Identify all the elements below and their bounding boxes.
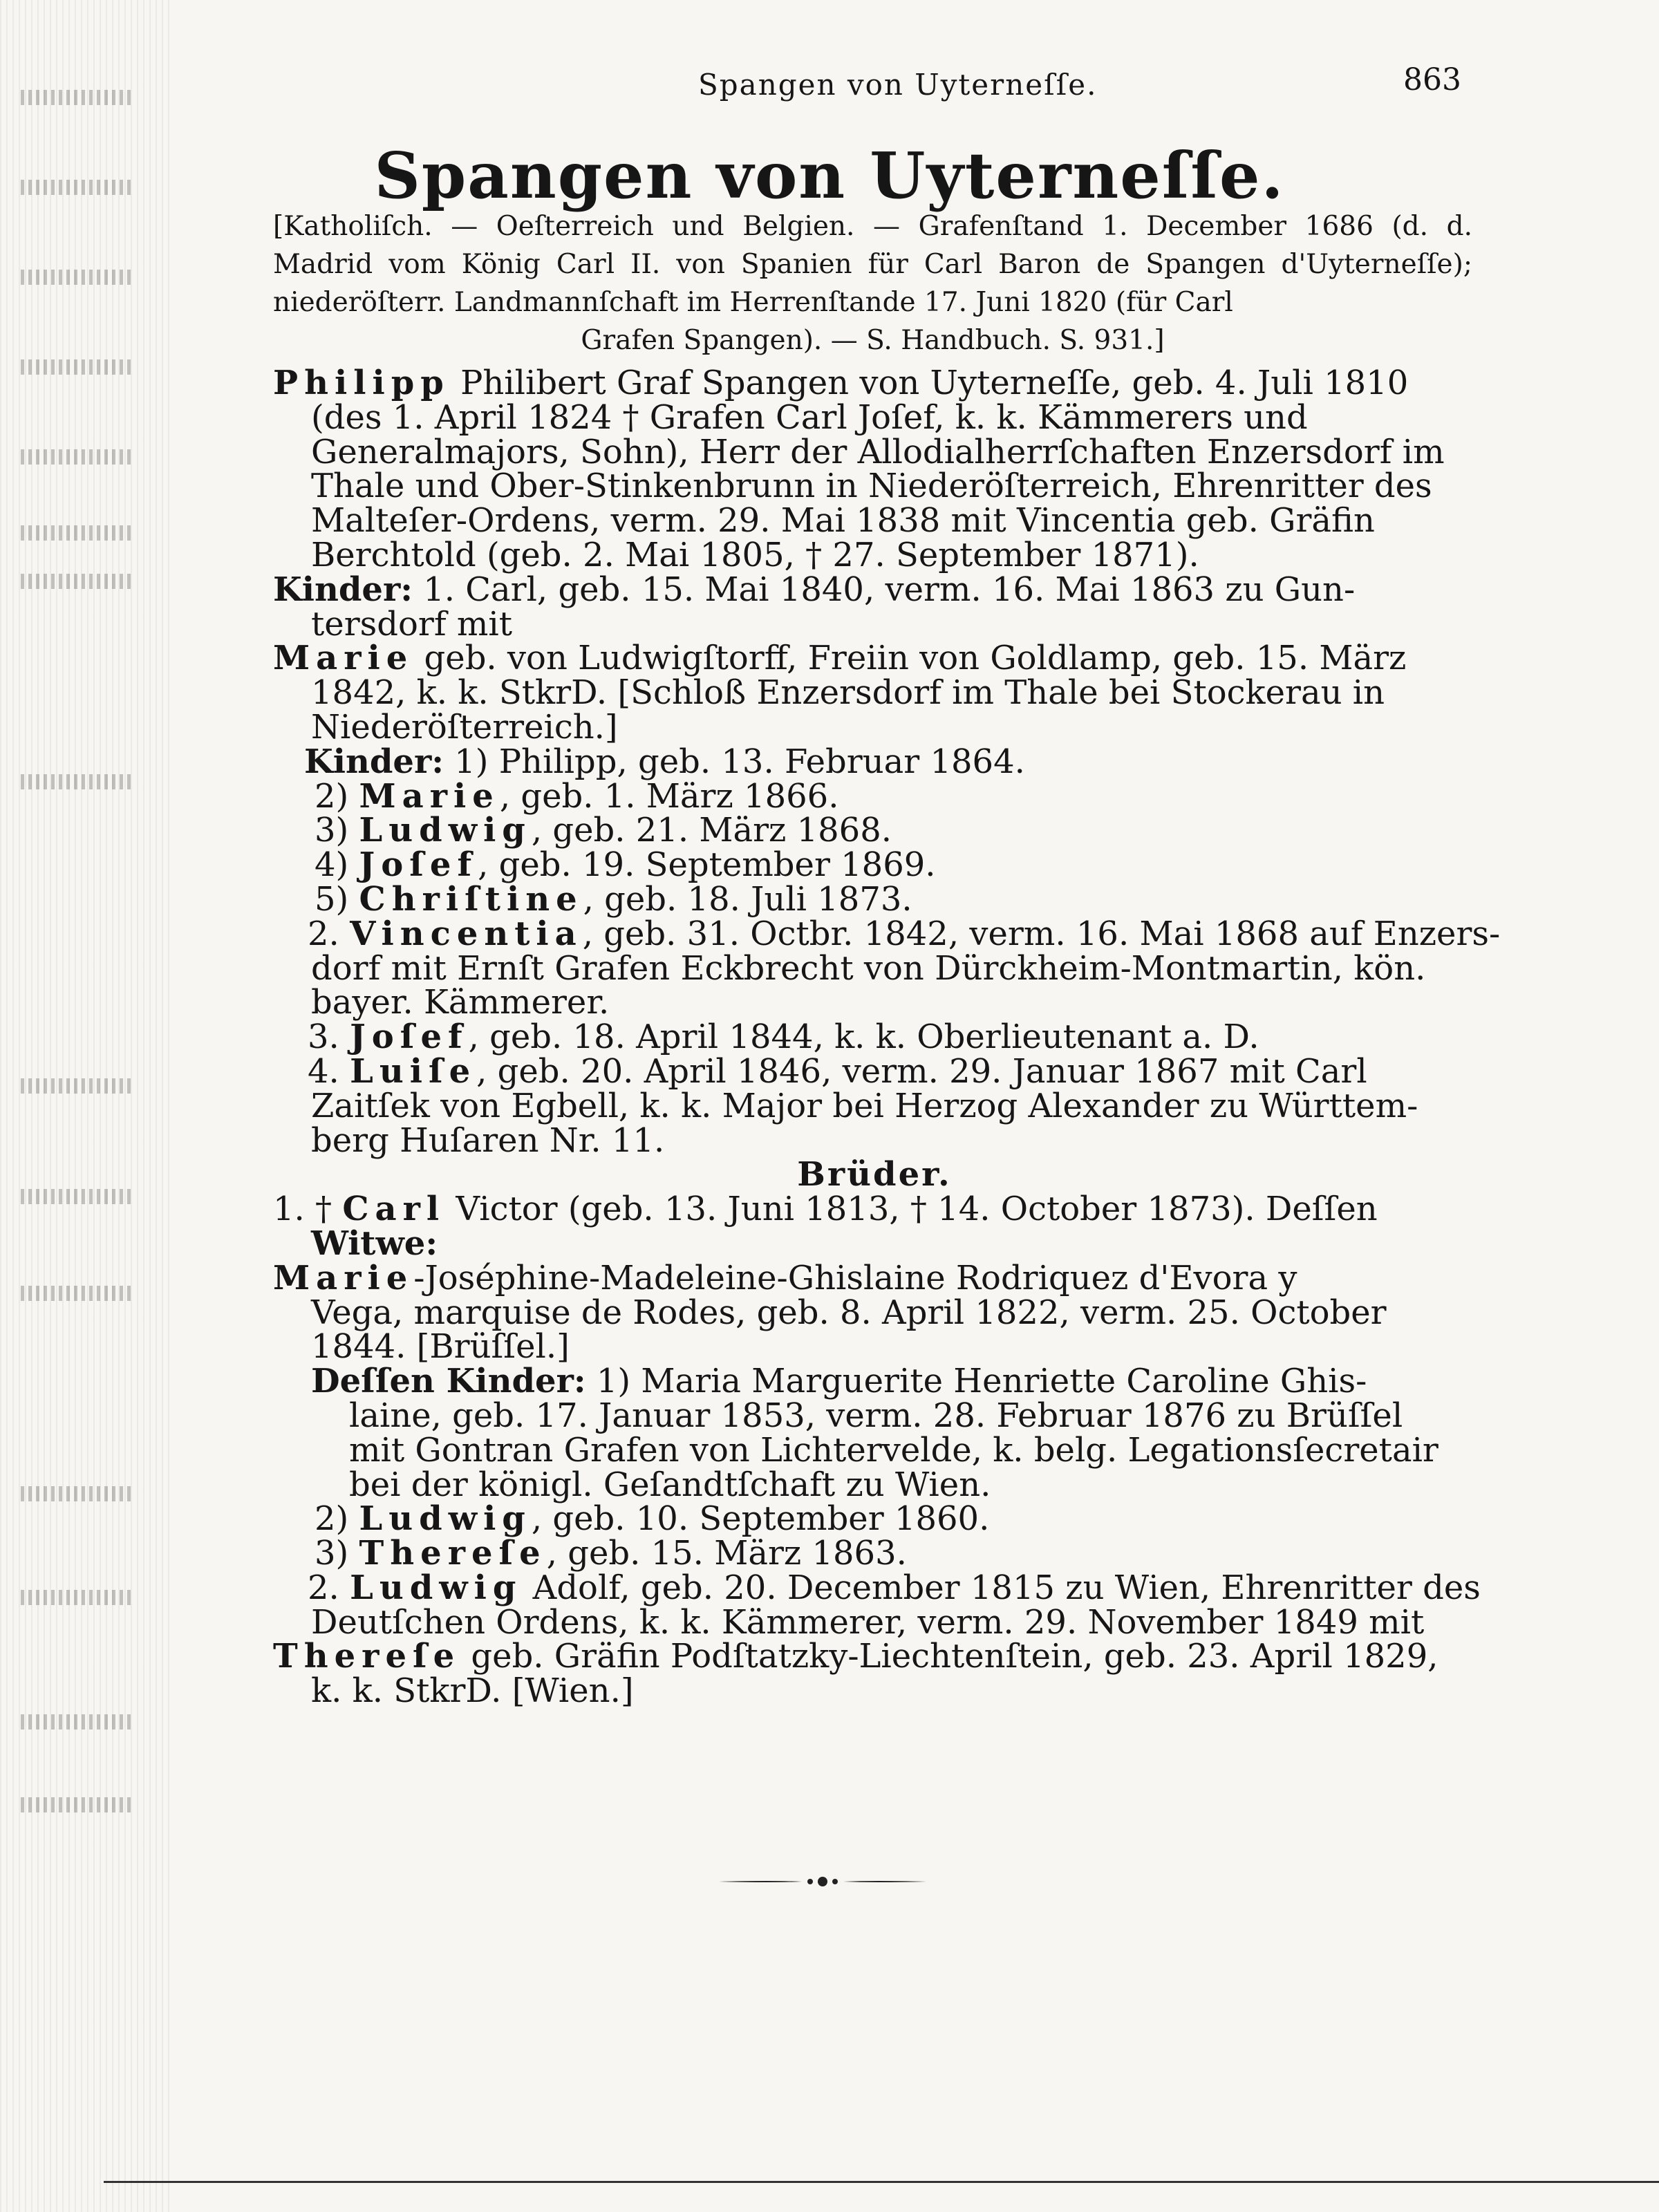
entry-text: Vega, marquise de Rodes, geb. 8. April 1822, verm. 25. October (311, 1293, 1387, 1332)
margin-scan-artifact (21, 1797, 131, 1812)
entry-line (273, 673, 1476, 713)
entry-line (273, 1362, 1476, 1401)
page-number: 863 (1403, 62, 1461, 97)
scanned-margin-strip (0, 0, 173, 2212)
entry-text: , geb. 21. März 1868. (531, 811, 892, 850)
entry-line (273, 879, 1476, 919)
entry-line (273, 1020, 1476, 1055)
entry-line (273, 776, 1476, 816)
spaced-name: Marie (359, 776, 500, 816)
spaced-name: Kinder: (304, 742, 444, 781)
margin-scan-artifact (21, 574, 131, 589)
entry-line (273, 604, 1476, 644)
entry-line (273, 914, 1501, 953)
entry-line (273, 1086, 1476, 1125)
margin-scan-artifact (21, 449, 131, 465)
intro-text: [Katholiſch. — Oeſterreich und Belgien. — Grafenſtand 1. December 1686 (d. d. Madrid vom König Carl II. von Spanien für Carl Baron de Spangen d'Uyterneſſe); niederöſterr. Landmannſchaft im Herrenſtande 17. Juni 1820 (für Carl (273, 211, 1472, 318)
entry-text: 1. † (273, 1190, 343, 1229)
entry-text: , geb. 19. September 1869. (478, 845, 936, 885)
family-intro (273, 207, 1472, 359)
spaced-name: Deſſen Kinder: (311, 1362, 586, 1401)
spaced-name: Thereſe (273, 1637, 461, 1676)
spaced-name: Carl (342, 1190, 446, 1229)
entry-text: tersdorf mit (311, 604, 513, 644)
entry-line (273, 1121, 1476, 1160)
entry-text: dorf mit Ernſt Grafen Eckbrecht von Dürckheim-Montmartin, kön. (311, 948, 1426, 988)
entry-text: Philibert Graf Spangen von Uyterneſſe, geb. 4. Juli 1810 (449, 364, 1409, 402)
intro-last-line: Grafen Spangen). — S. Handbuch. S. 931.] (581, 325, 1165, 356)
margin-scan-artifact (21, 1590, 131, 1605)
entry-line (273, 1465, 1476, 1504)
entry-line (273, 641, 1476, 676)
scan-bottom-edge (104, 2181, 1659, 2183)
entry-line (273, 983, 1476, 1022)
entry-text: Deutſchen Ordens, k. k. Kämmerer, verm. 29. November 1849 mit (311, 1602, 1425, 1642)
entry-text: 1. Carl, geb. 15. Mai 1840, verm. 16. Mai 1863 zu Gun- (412, 570, 1356, 609)
entry-line (273, 1258, 1476, 1297)
entry-text: geb. von Ludwigſtorff, Freiin von Goldlamp, geb. 15. März (413, 639, 1407, 678)
entry-line (273, 397, 1476, 437)
margin-scan-artifact (21, 1078, 131, 1094)
entry-line (273, 1499, 1476, 1539)
margin-scan-artifact (21, 1486, 131, 1501)
entry-line (273, 1224, 1476, 1263)
entry-text: , geb. 31. Octbr. 1842, verm. 16. Mai 1868 auf Enzers- (582, 914, 1501, 953)
entry-text: , geb. 20. April 1846, verm. 29. Januar 1867 mit Carl (476, 1051, 1367, 1091)
entry-text: geb. Gräfin Podſtatzky-Liechtenſtein, geb. 23. April 1829, (460, 1637, 1438, 1676)
entry-text: 2) (315, 1499, 359, 1539)
entry-text: 4. (308, 1051, 350, 1091)
spaced-name: Witwe: (311, 1224, 438, 1263)
entry-text: 4) (315, 845, 359, 885)
entry-text: Zaitſek von Egbell, k. k. Major bei Herzog Alexander zu Württem- (311, 1086, 1418, 1125)
entry-text: 1) Philipp, geb. 13. Februar 1864. (443, 742, 1025, 781)
entry-text: , geb. 18. April 1844, k. k. Oberlieutenant a. D. (468, 1018, 1259, 1057)
margin-scan-artifact (21, 525, 131, 541)
entry-line (273, 742, 1476, 781)
entry-text: 1842, k. k. StkrD. [Schloß Enzersdorf im Thale bei Stockerau in (311, 673, 1385, 713)
entry-text: 3) (315, 1534, 359, 1573)
entry-text: Berchtold (geb. 2. Mai 1805, † 27. September 1871). (311, 535, 1199, 574)
entry-line (273, 1671, 1476, 1711)
entry-text: 2) (315, 776, 359, 816)
spaced-name: Chriſtine (359, 879, 583, 919)
entry-text: 5) (315, 879, 359, 919)
entry-line (273, 432, 1476, 471)
margin-scan-artifact (21, 180, 131, 195)
spaced-name: Joſef (359, 845, 478, 885)
entry-text: 3) (315, 811, 359, 850)
spaced-name: Joſef (350, 1018, 469, 1057)
spaced-name: Philipp (273, 364, 450, 402)
entry-line (273, 1602, 1476, 1642)
margin-scan-artifact (21, 359, 131, 375)
entry-line (273, 845, 1476, 885)
entry-text: 2. (308, 914, 350, 953)
spaced-name: Ludwig (350, 1568, 523, 1607)
entry-line (273, 1430, 1476, 1470)
entry-text: laine, geb. 17. Januar 1853, verm. 28. Februar 1876 zu Brüſſel (349, 1396, 1403, 1435)
spaced-name: Ludwig (359, 811, 532, 850)
margin-scan-artifact (21, 1189, 131, 1204)
spaced-name: Marie (273, 1258, 414, 1297)
entry-line (273, 1637, 1476, 1676)
entry-line (273, 948, 1476, 988)
entry-text: 1844. [Brüſſel.] (311, 1327, 570, 1367)
running-head: Spangen von Uyterneſſe. (698, 68, 1098, 102)
entry-text: , geb. 18. Juli 1873. (583, 879, 912, 919)
entry-line (273, 1568, 1481, 1607)
entry-line (273, 1051, 1476, 1091)
entry-text: Adolf, geb. 20. December 1815 zu Wien, Ehrenritter des (522, 1568, 1481, 1607)
entry-line (273, 811, 1476, 850)
entry-text: (des 1. April 1824 † Grafen Carl Joſef, k. k. Kämmerers und (311, 397, 1308, 437)
spaced-name: Vincentia (350, 914, 583, 953)
spaced-name: Ludwig (359, 1499, 532, 1539)
entry-text: Generalmajors, Sohn), Herr der Allodialherrſchaften Enzersdorf im (311, 432, 1445, 471)
margin-scan-artifact (21, 1286, 131, 1301)
entry-line (273, 1534, 1476, 1573)
margin-scan-artifact (21, 270, 131, 285)
entry-text: Victor (geb. 13. Juni 1813, † 14. October 1873). Deſſen (445, 1190, 1378, 1229)
entry-line (273, 501, 1476, 541)
entry-text: Thale und Ober-Stinkenbrunn in Niederöſterreich, Ehrenritter des (311, 467, 1432, 506)
entry-text: -Joséphine-Madeleine-Ghislaine Rodriquez d'Evora y (413, 1258, 1297, 1297)
entry-text: bayer. Kämmerer. (311, 983, 610, 1022)
genealogy-entries (273, 364, 1501, 1711)
margin-scan-artifact (21, 774, 131, 789)
entry-line (273, 570, 1476, 609)
entry-line (273, 535, 1476, 574)
entry-line (273, 366, 1476, 401)
entry-text: 3. (308, 1018, 350, 1057)
entry-text: bei der königl. Geſandtſchaft zu Wien. (349, 1465, 991, 1504)
entry-line (273, 469, 1476, 504)
fleuron-ornament (719, 1875, 926, 1888)
margin-scan-artifact (21, 1714, 131, 1730)
entry-text: berg Huſaren Nr. 11. (311, 1121, 665, 1160)
entry-text: 2. (308, 1568, 350, 1607)
section-heading (273, 1155, 1476, 1194)
entry-text: , geb. 1. März 1866. (499, 776, 839, 816)
entry-text: , geb. 15. März 1863. (546, 1534, 907, 1573)
entry-text: Malteſer-Ordens, verm. 29. Mai 1838 mit Vincentia geb. Gräfin (311, 501, 1375, 541)
section-heading-text: Brüder. (797, 1155, 952, 1194)
margin-scan-artifact (21, 90, 131, 105)
page-title: Spangen von Uyterneſſe. (374, 138, 1285, 213)
entry-line (273, 1293, 1476, 1332)
entry-line (273, 707, 1476, 747)
entry-text: k. k. StkrD. [Wien.] (311, 1671, 634, 1711)
entry-text: mit Gontran Grafen von Lichtervelde, k. belg. Legationsſecretair (349, 1430, 1438, 1470)
spaced-name: Kinder: (273, 570, 413, 609)
entry-line (273, 1192, 1476, 1227)
entry-text: Niederöſterreich.] (311, 707, 618, 747)
entry-line (273, 1327, 1476, 1367)
spaced-name: Thereſe (359, 1534, 547, 1573)
entry-line (273, 1396, 1476, 1435)
spaced-name: Marie (273, 639, 414, 678)
entry-text: , geb. 10. September 1860. (531, 1499, 990, 1539)
spaced-name: Luiſe (350, 1051, 477, 1091)
entry-text: 1) Maria Marguerite Henriette Caroline Ghis- (585, 1362, 1367, 1401)
